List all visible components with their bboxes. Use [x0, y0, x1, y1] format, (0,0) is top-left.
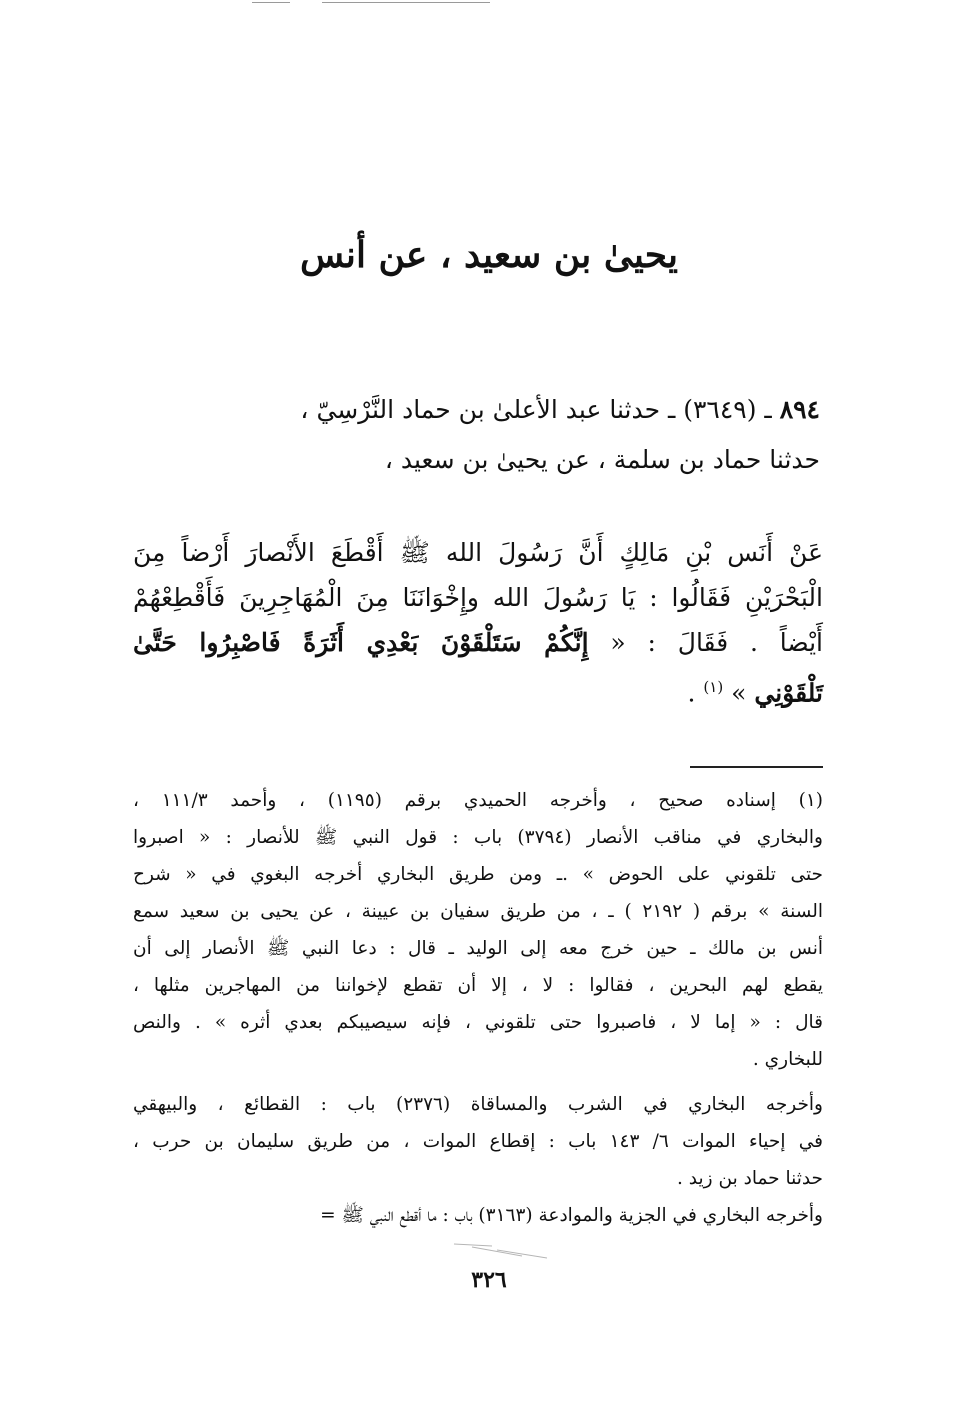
- footnote-line: (١) إسناده صحيح ، وأخرجه الحميدي برقم (١١٩٥) ، وأحمد ١١١/٣ ،: [133, 790, 823, 811]
- footnote-line: للبخاري .: [752, 1049, 823, 1070]
- footnote-line: السنة » برقم ( ٢١٩٢ ) ـ ، من طريق سفيان بن عيينة ، عن يحيى بن سعيد سمع: [133, 901, 824, 922]
- footnote-line: يقطع لهم البحرين ، فقالوا : لا ، إلا أن تقطع لإخواننا من المهاجرين مثلها ،: [133, 975, 823, 996]
- footnote-line: حتى تلقوني على الحوض » .ـ ومن طريق البخاري أخرجه البغوي في « شرح: [133, 864, 823, 885]
- matn-line: [133, 620, 823, 665]
- hadith-isnad: [135, 385, 820, 485]
- isnad-line: حدثنا حماد بن سلمة ، عن يحيىٰ بن سعيد ،: [384, 445, 820, 474]
- top-edge-rule: [322, 2, 490, 3]
- top-edge-rule: [252, 2, 290, 3]
- matn-line: عَنْ أَنَس بْنِ مَالِكٍ أَنَّ رَسُولَ الله ﷺ أَقْطَعَ الأَنْصارَ أَرْضاً مِنَ: [133, 538, 823, 567]
- matn-end: .: [687, 678, 696, 708]
- matn-text: أَيْضاً . فَقَالَ : «: [610, 628, 823, 657]
- chapter-title: يحيىٰ بن سعيد ، عن أنس: [300, 234, 678, 276]
- page-number: ٣٢٦: [471, 1267, 507, 1293]
- quote-close: »: [731, 678, 747, 708]
- isnad-text: ـ (٣٦٤٩) ـ حدثنا عبد الأعلىٰ بن حماد النَّرْسِيّ ،: [300, 395, 772, 424]
- hadith-matn: [133, 530, 823, 715]
- footnote-line: حدثنا حماد بن زيد .: [677, 1168, 823, 1189]
- scan-smudge: [452, 1238, 552, 1260]
- footnote-line: قال : « إما لا ، فاصبروا حتى تلقوني ، فإنه سيصيبكم بعدي أثره » . والنص: [133, 1012, 823, 1033]
- footnote-line: في إحياء الموات ٦/ ١٤٣ باب : إقطاع الموات ، من طريق سليمان بن حرب ،: [133, 1131, 823, 1152]
- prophetic-quote: تَلْقَوْنِي: [754, 678, 823, 708]
- footnote-line: والبخاري في مناقب الأنصار (٣٧٩٤) باب : قول النبي ﷺ للأنصار : « اصبروا: [133, 827, 823, 848]
- footnotes: [133, 782, 823, 1234]
- footnote-line: أنس بن مالك ـ حين خرج معه إلى الوليد ـ قال : دعا النبي ﷺ الأنصار إلى أن: [133, 938, 823, 959]
- isnad-line: [135, 385, 820, 435]
- matn-line: [133, 665, 823, 715]
- footnote-separator: [690, 766, 823, 768]
- footnote-marker: (١): [703, 678, 724, 696]
- footnote-line: وأخرجه البخاري في الشرب والمساقاة (٢٣٧٦) باب : القطائع ، والبيهقي: [133, 1094, 823, 1115]
- matn-line: الْبَحْرَيْنِ فَقَالُوا : يَا رَسُولَ الله وإِخْوَانَنَا مِنَ الْمُهَاجِرِينَ فَأَقْطِعْهُمْ: [133, 583, 823, 612]
- prophetic-quote: إِنَّكُمْ سَتَلْقَوْنَ بَعْدِي أَثَرَةً فَاصْبِرُوا حَتَّىٰ: [133, 628, 589, 657]
- footnote-line: وأخرجه البخاري في الجزية والموادعة (٣١٦٣) باب : ما أقطع النبي ﷺ =: [320, 1205, 823, 1226]
- hadith-number: ٨٩٤: [779, 395, 820, 424]
